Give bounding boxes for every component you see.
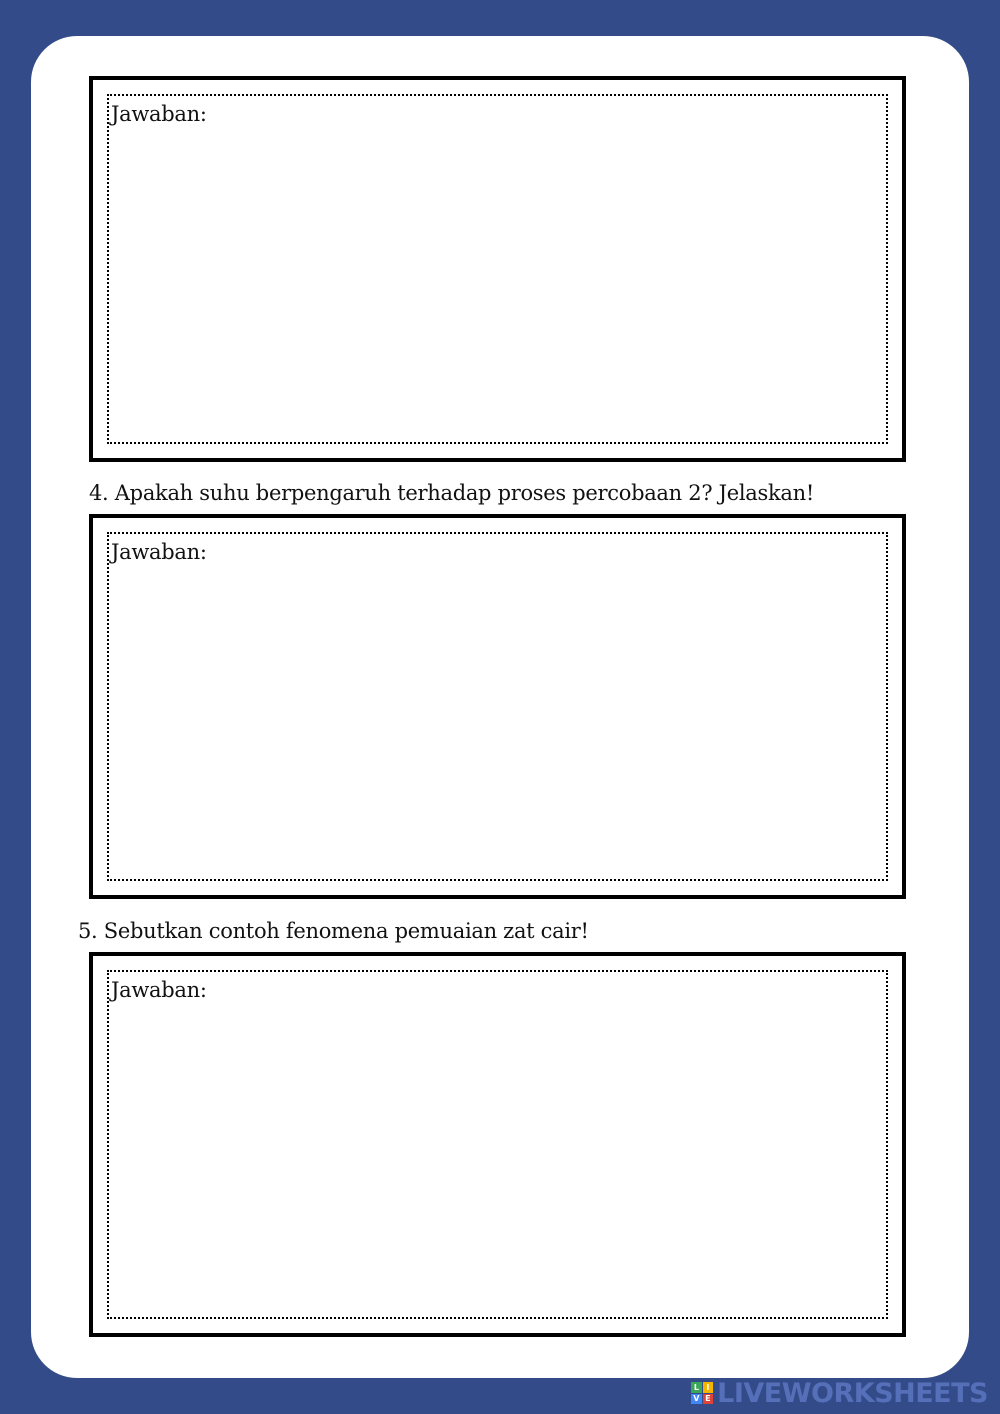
logo-letter-v: V (691, 1394, 702, 1405)
question-4-text: 4. Apakah suhu berpengaruh terhadap proses percobaan 2? Jelaskan! (89, 481, 815, 505)
answer-label: Jawaban: (111, 102, 207, 126)
logo-letter-i: I (703, 1382, 714, 1393)
answer-label: Jawaban: (111, 540, 207, 564)
logo-letter-e: E (703, 1394, 714, 1405)
question-5-text: 5. Sebutkan contoh fenomena pemuaian zat cair! (78, 919, 589, 943)
answer-label: Jawaban: (111, 978, 207, 1002)
answer-box-4[interactable] (89, 514, 906, 899)
liveworksheets-logo (691, 1378, 988, 1408)
answer-box-inner-border (107, 94, 888, 444)
logo-letter-l: L (691, 1382, 702, 1393)
answer-box-inner-border (107, 532, 888, 881)
liveworksheets-wordmark: LIVEWORKSHEETS (717, 1377, 988, 1409)
answer-box-inner-border (107, 970, 888, 1319)
answer-box-5[interactable] (89, 952, 906, 1337)
answer-box-3[interactable] (89, 76, 906, 462)
liveworksheets-icon (691, 1382, 713, 1404)
